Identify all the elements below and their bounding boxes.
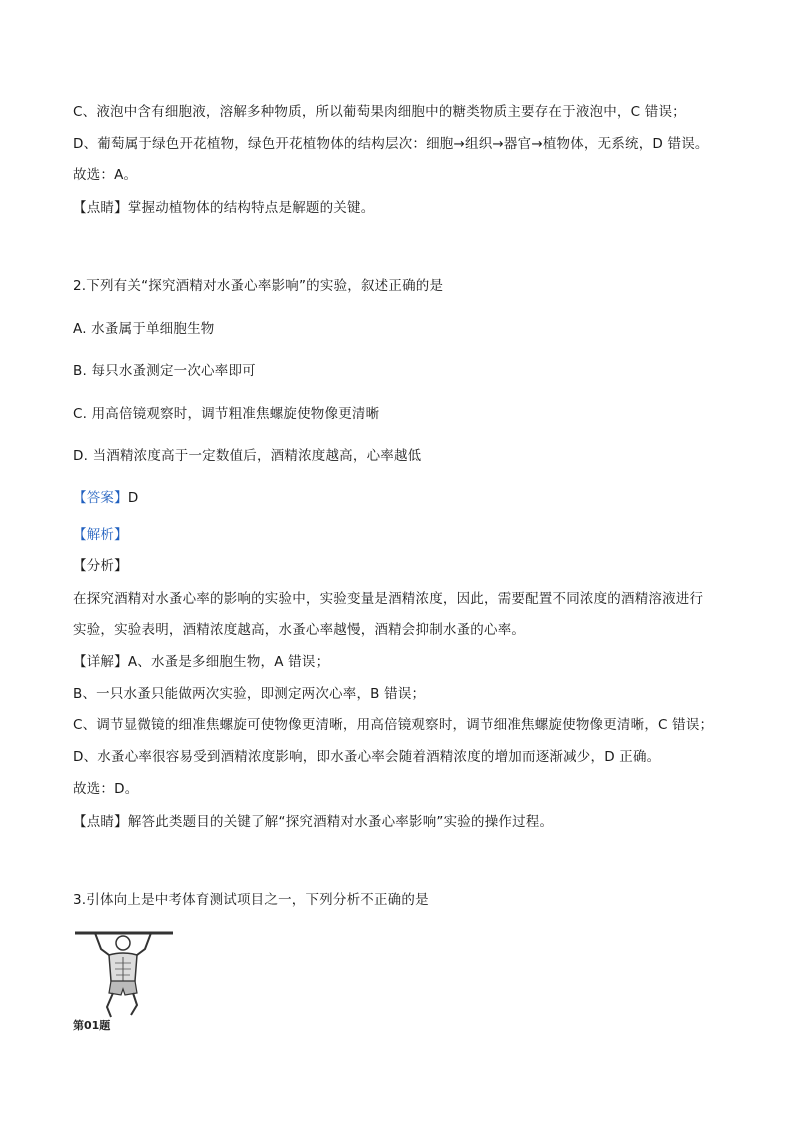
analysis-tag: 【解析】 <box>73 527 128 543</box>
q2-comment <box>73 813 553 831</box>
figure-caption: 第01题 <box>73 1019 111 1032</box>
fenxi-line-2: 实验，实验表明，酒精浓度越高，水蚤心率越慢，酒精会抑制水蚤的心率。 <box>73 622 526 638</box>
prev-comment <box>73 199 374 217</box>
comment-tag: 【点睛】 <box>73 200 128 216</box>
answer-tag: 【答案】 <box>73 490 128 506</box>
detail-a-text: A、水蚤是多细胞生物，A 错误； <box>127 654 330 670</box>
detail-tag: 【详解】 <box>73 654 128 670</box>
q2-answer <box>73 489 138 507</box>
q2-option-a: A. 水蚤属于单细胞生物 <box>73 321 215 337</box>
pull-up-illustration <box>73 925 183 1025</box>
q3-stem: 3.引体向上是中考体育测试项目之一，下列分析不正确的是 <box>73 892 429 908</box>
detail-b: B、一只水蚤只能做两次实验，即测定两次心率，B 错误； <box>73 686 426 702</box>
detail-d: D、水蚤心率很容易受到酒精浓度影响，即水蚤心率会随着酒精浓度的增加而逐渐减少，D 正确。 <box>73 749 661 765</box>
pull-up-figure <box>73 925 183 1032</box>
answer-value: D <box>127 490 139 506</box>
q2-option-b: B. 每只水蚤测定一次心率即可 <box>73 363 256 379</box>
prev-option-c-explanation: C、液泡中含有细胞液，溶解多种物质，所以葡萄果肉细胞中的糖类物质主要存在于液泡中，C 错误； <box>73 104 686 120</box>
comment-text: 解答此类题目的关键了解“探究酒精对水蚤心率影响”实验的操作过程。 <box>127 814 554 830</box>
q2-choice: 故选：D。 <box>73 781 139 797</box>
q2-stem: 2.下列有关“探究酒精对水蚤心率影响”的实验，叙述正确的是 <box>73 278 444 294</box>
fenxi-tag: 【分析】 <box>73 558 128 574</box>
prev-choice: 故选：A。 <box>73 167 138 183</box>
comment-tag: 【点睛】 <box>73 814 128 830</box>
detail-a <box>73 653 329 671</box>
prev-option-d-explanation: D、葡萄属于绿色开花植物，绿色开花植物体的结构层次：细胞→组织→器官→植物体，无系统，D 错误。 <box>73 136 709 152</box>
q2-option-c: C. 用高倍镜观察时，调节粗准焦螺旋使物像更清晰 <box>73 406 380 422</box>
fenxi-line-1: 在探究酒精对水蚤心率的影响的实验中，实验变量是酒精浓度，因此，需要配置不同浓度的酒精溶液进行 <box>73 591 704 607</box>
comment-text: 掌握动植物体的结构特点是解题的关键。 <box>127 200 375 216</box>
q2-option-d: D. 当酒精浓度高于一定数值后，酒精浓度越高，心率越低 <box>73 448 422 464</box>
detail-c: C、调节显微镜的细准焦螺旋可使物像更清晰，用高倍镜观察时，调节细准焦螺旋使物像更清晰，C 错误； <box>73 717 714 733</box>
